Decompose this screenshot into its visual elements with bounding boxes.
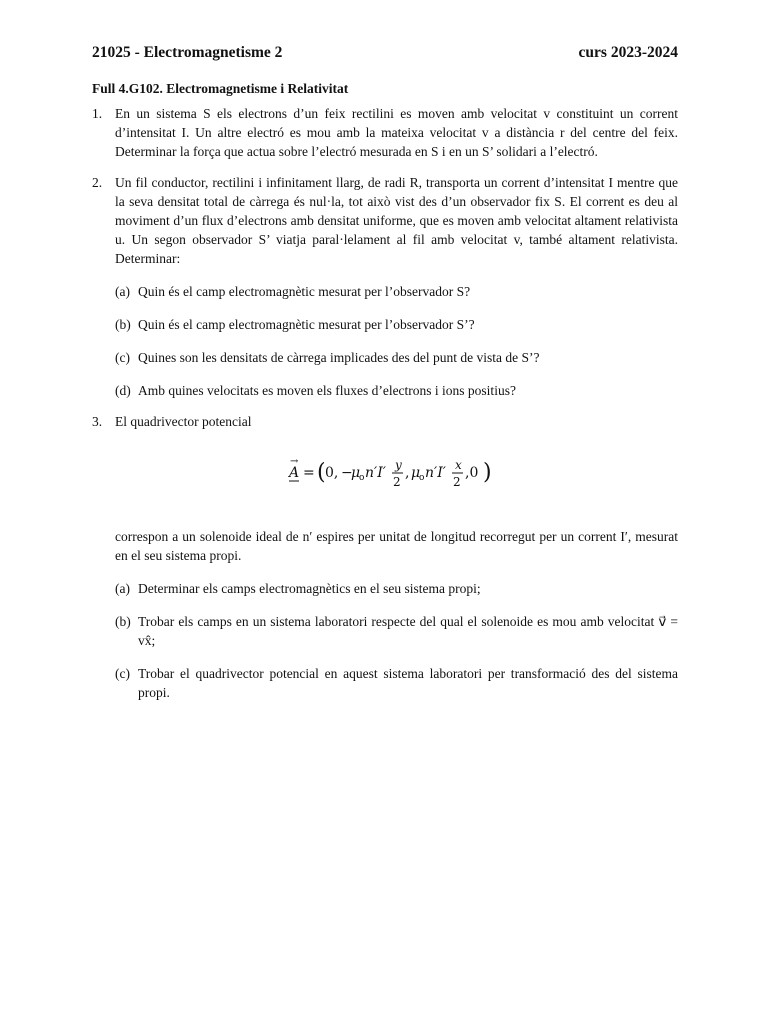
problem-text: El quadrivector potencial bbox=[115, 414, 252, 429]
svg-text:n′I′: n′I′ bbox=[364, 465, 386, 481]
subquestion-text: Quin és el camp electromagnètic mesurat per l’observador S’? bbox=[138, 317, 475, 332]
svg-text:,0: ,0 bbox=[464, 465, 478, 481]
subquestion-c bbox=[115, 348, 678, 367]
subquestion-d bbox=[115, 381, 678, 400]
subquestion-b bbox=[115, 315, 678, 334]
subquestion-a bbox=[115, 579, 678, 598]
problem-2 bbox=[92, 173, 678, 400]
svg-text:,: , bbox=[404, 465, 409, 481]
svg-text:μ: μ bbox=[350, 465, 360, 481]
formula-graphic bbox=[287, 453, 507, 493]
subquestion-c bbox=[115, 664, 678, 702]
formula-explanation: correspon a un solenoide ideal de n′ espires per unitat de longitud recorregut per un corrent I′, mesurat en el seu sistema propi. bbox=[115, 529, 678, 563]
subquestion-label: (c) bbox=[115, 350, 130, 365]
svg-text:n′I′: n′I′ bbox=[424, 465, 446, 481]
svg-text:−: − bbox=[340, 465, 353, 481]
subquestion-text: Amb quines velocitats es moven els fluxes d’electrons i ions positius? bbox=[138, 383, 516, 398]
page-header bbox=[92, 40, 678, 66]
svg-text:0,: 0, bbox=[324, 465, 338, 481]
svg-text:): ) bbox=[482, 460, 492, 485]
svg-text:x: x bbox=[454, 458, 462, 472]
subquestion-label: (a) bbox=[115, 284, 130, 299]
academic-year: curs 2023-2024 bbox=[578, 44, 678, 61]
svg-text:o: o bbox=[358, 473, 364, 483]
svg-text:(: ( bbox=[316, 460, 326, 485]
svg-text:A: A bbox=[288, 465, 299, 481]
svg-text:2: 2 bbox=[452, 475, 461, 489]
subquestion-label: (a) bbox=[115, 581, 130, 596]
document-page bbox=[92, 40, 678, 702]
subquestion-text: Quines son les densitats de càrrega implicades des del punt de vista de S’? bbox=[138, 350, 540, 365]
subquestion-label: (c) bbox=[115, 666, 130, 681]
svg-text:μ: μ bbox=[410, 465, 420, 481]
problem-number: 1. bbox=[92, 106, 103, 121]
svg-text:→: → bbox=[289, 456, 298, 467]
sheet-title: Full 4.G102. Electromagnetisme i Relativitat bbox=[92, 81, 349, 96]
svg-text:=: = bbox=[302, 465, 315, 481]
subquestion-text: Trobar els camps en un sistema laboratori respecte del qual el solenoide es mou amb velocitat v⃗ = vx̂; bbox=[138, 614, 678, 648]
course-title: 21025 - Electromagnetisme 2 bbox=[92, 44, 283, 61]
subquestion-label: (b) bbox=[115, 614, 131, 629]
problem-text: En un sistema S els electrons d’un feix rectilini es moven amb velocitat v constituint un corrent d’intensitat I. Un altre electró es mou amb la mateixa velocitat v a distància r del centre del feix. Determinar la força que actua sobre l’electró mesurada en S i en un S’ solidari a l’electró. bbox=[115, 106, 678, 159]
subquestion-text: Determinar els camps electromagnètics en el seu sistema propi; bbox=[138, 581, 481, 596]
problem-3 bbox=[92, 412, 678, 702]
subquestion-label: (b) bbox=[115, 317, 131, 332]
subquestion-a bbox=[115, 282, 678, 301]
problem-1 bbox=[92, 104, 678, 161]
four-potential-formula bbox=[115, 453, 678, 493]
subquestion-text: Trobar el quadrivector potencial en aquest sistema laboratori per transformació des del sistema propi. bbox=[138, 666, 678, 700]
subquestion-text: Quin és el camp electromagnètic mesurat per l’observador S? bbox=[138, 284, 471, 299]
svg-text:o: o bbox=[418, 473, 424, 483]
problem-text: Un fil conductor, rectilini i infinitament llarg, de radi R, transporta un corrent d’intensitat I mentre que la seva densitat total de càrrega és nul·la, tot això vist des d’un observador fix S. El corrent es deu al moviment d’un flux d’electrons amb densitat uniforme, que es moven amb velocitat altament relativista u. Un segon observador S’ viatja paral·lelament al fil amb velocitat v, també altament relativista. Determinar: bbox=[115, 175, 678, 266]
svg-text:2: 2 bbox=[392, 475, 401, 489]
problem-number: 3. bbox=[92, 414, 103, 429]
problem-number: 2. bbox=[92, 175, 103, 190]
subquestion-b bbox=[115, 612, 678, 650]
subquestion-label: (d) bbox=[115, 383, 131, 398]
svg-text:y: y bbox=[394, 458, 402, 472]
